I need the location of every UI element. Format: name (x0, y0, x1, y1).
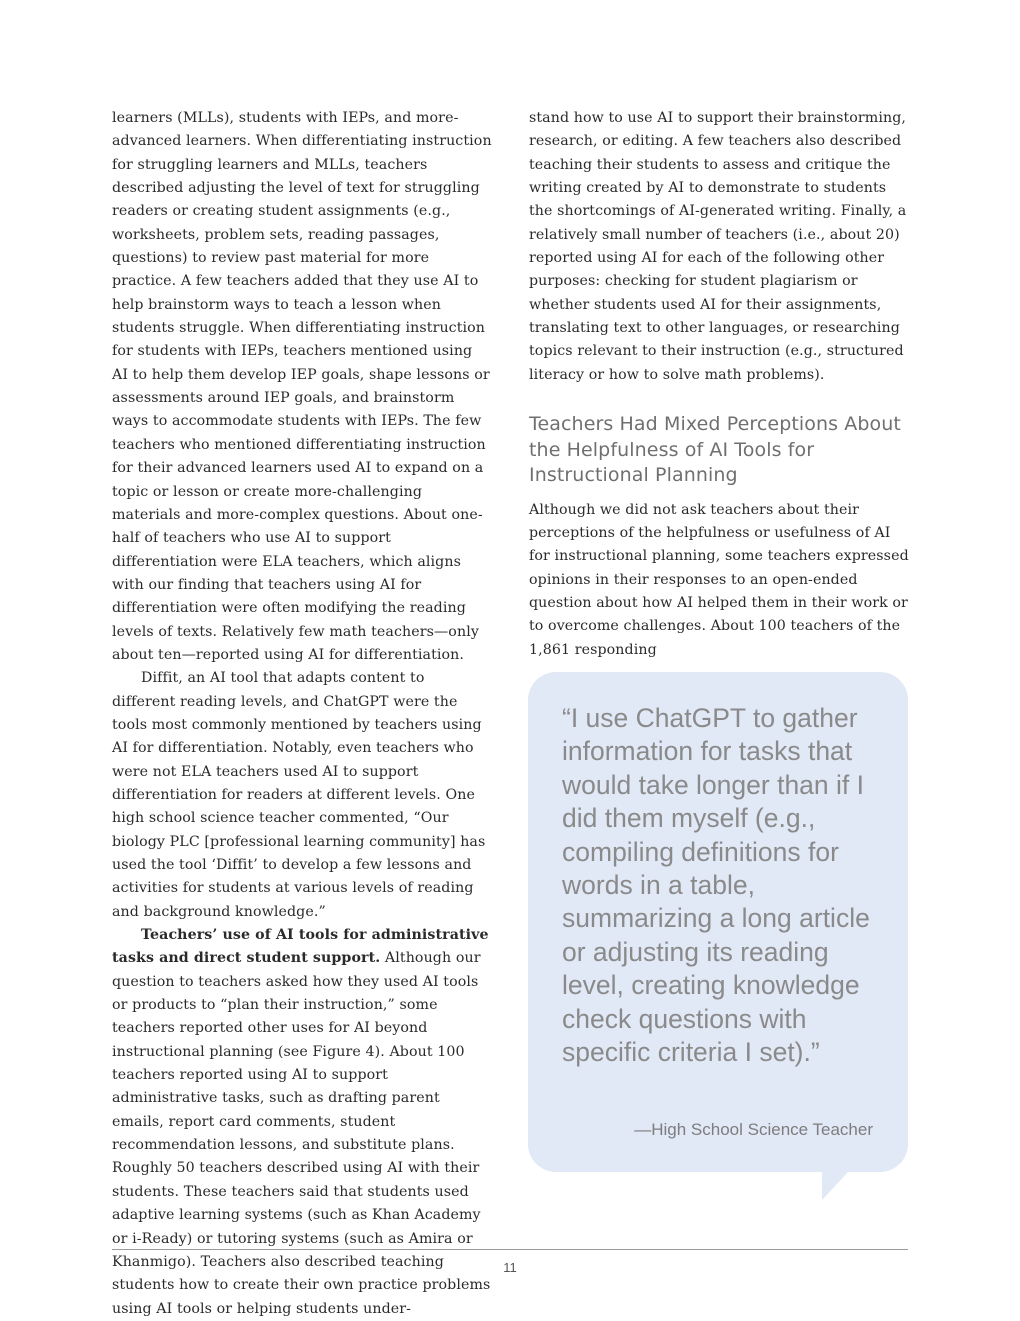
quote-attribution: —High School Science Teacher (634, 1120, 873, 1139)
page-number: 11 (503, 1260, 517, 1275)
left-column (112, 107, 492, 1321)
paragraph-text: Although our question to teachers asked how they used AI tools or products to “plan their instruction,” some teachers reported other uses for AI beyond instructional planning (see Figure 4). About 100 teachers reported using AI to support administrative tasks, such as drafting parent emails, report card comments, student recommendation lessons, and substitute plans. Roughly 50 teachers described using AI with their students. These teachers said that students used adaptive learning systems (such as Khan Academy or i-Ready) or tutoring systems (such as Amira or Khanmigo). Teachers also described teaching students how to create their own practice problems using AI tools or helping students under- (112, 950, 491, 1317)
run-in-heading: Teachers’ use of AI tools for administrative tasks and direct student support. (112, 927, 489, 967)
section-heading: Teachers Had Mixed Perceptions About the Helpfulness of AI Tools for Instructional Planning (529, 413, 901, 487)
footer-rule (112, 1249, 908, 1250)
right-column (529, 107, 909, 662)
pull-quote: “I use ChatGPT to gather information for tasks that would take longer than if I did them myself (e.g., compiling definitions for words in a table, summarizing a long article or adjusting its reading level, creating knowledge check questions with specific criteria I set).” (562, 703, 870, 1068)
body-paragraph: learners (MLLs), students with IEPs, and more-advanced learners. When differentiating instruction for struggling learners and MLLs, teachers described adjusting the level of text for struggling readers or creating student assignments (e.g., worksheets, problem sets, reading passages, questions) to review past material for more practice. A few teachers added that they use AI to help brainstorm ways to teach a lesson when students struggle. When differentiating instruction for students with IEPs, teachers mentioned using AI to help them develop IEP goals, shape lessons or assessments around IEP goals, and brainstorm ways to accommodate students with IEPs. The few teachers who mentioned differentiating instruction for their advanced learners used AI to expand on a topic or lesson or create more-challenging materials and more-complex questions. About one-half of teachers who use AI to support differentiation were ELA teachers, which aligns with our finding that teachers using AI for differentiation were often modifying the reading levels of texts. Relatively few math teachers—only about ten—reported using AI for differentiation. (112, 110, 492, 663)
body-paragraph: Diffit, an AI tool that adapts content to different reading levels, and ChatGPT were the tools most commonly mentioned by teachers using AI for differentiation. Notably, even teachers who were not ELA teachers used AI to support differentiation for readers at different levels. One high school science teacher commented, “Our biology PLC [professional learning community] has used the tool ‘Diffit’ to develop a few lessons and activities for students at various levels of reading and background knowledge.” (112, 670, 486, 920)
callout-tail (822, 1171, 849, 1200)
body-paragraph: stand how to use AI to support their brainstorming, research, or editing. A few teachers also described teaching their students to assess and critique the writing created by AI to demonstrate to students the shortcomings of AI-generated writing. Finally, a relatively small number of teachers (i.e., about 20) reported using AI for each of the following other purposes: checking for student plagiarism or whether students used AI for their assignments, translating text to other languages, or researching topics relevant to their instruction (e.g., structured literacy or how to solve math problems). (529, 110, 907, 383)
body-paragraph: Although we did not ask teachers about their perceptions of the helpfulness or usefulness of AI for instructional planning, some teachers expressed opinions in their responses to an open-ended question about how AI helped them in their work or to overcome challenges. About 100 teachers of the 1,861 responding (529, 501, 909, 658)
